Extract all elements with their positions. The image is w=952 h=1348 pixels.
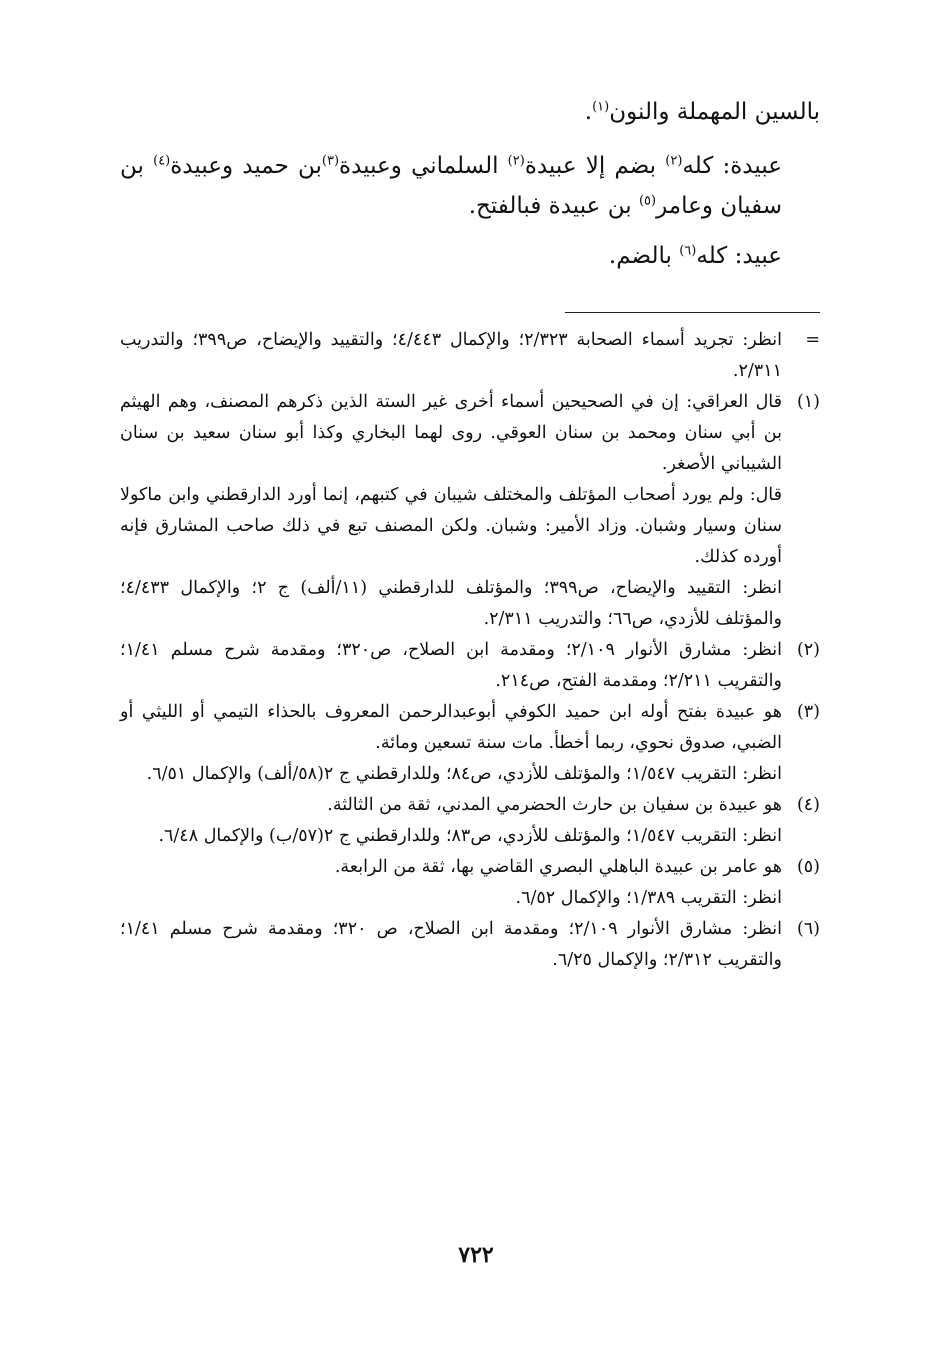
footnote-body [120,697,782,790]
footnote-ref-6[interactable]: (٦) [679,243,697,259]
footnote-body [120,852,782,914]
footnote-number: (٤) [796,795,820,815]
main-text-run: بضم إلا عبيدة [524,153,666,179]
main-text-run: عبيد: كله [696,243,782,269]
footnote-body [120,790,782,852]
page-content [120,92,820,976]
main-text-run: السلماني وعبيدة [339,153,508,179]
main-paragraph-1 [120,92,820,132]
footnote-body [120,325,782,387]
main-text-run: بالسين المهملة والنون [609,99,820,125]
footnote-body [120,914,782,976]
main-paragraph-3 [120,236,820,276]
footnote-paragraph: انظر: التقريب ١/٥٤٧؛ والمؤتلف للأزدي، ص٨٤؛ وللدارقطني ج ٢(٥٨/ألف) والإكمال ٦/٥١. [146,764,782,784]
main-text-run: بن حميد وعبيدة [170,153,322,179]
footnote-paragraph: قال العراقي: إن في الصحيحين أسماء أخرى غير الستة الذين ذكرهم المصنف، وهم الهيثم بن أبي سنان ومحمد بن سنان العوقي. روى لهما البخاري وكذا أبو سنان سعيد بن سنان الشيباني الأصغر. [120,392,782,474]
footnote-item [120,914,820,976]
footnote-paragraph: قال: ولم يورد أصحاب المؤتلف والمختلف شيبان في كتبهم، إنما أورد الدارقطني وابن ماكولا سنان وسيار وشبان. وزاد الأمير: وشبان. ولكن المصنف تبع في ذلك صاحب المشارق فإنه أورده كذلك. [120,485,782,567]
page-number: ٧٢٢ [458,1242,494,1268]
main-text-run: بن عبيدة فبالفتح. [468,193,639,219]
footnote-paragraph: انظر: التقريب ١/٥٤٧؛ والمؤتلف للأزدي، ص٨٣؛ وللدارقطني ج ٢(٥٧/ب) والإكمال ٦/٤٨. [158,826,782,846]
main-text-run: عبيدة: كله [682,153,782,179]
footnote-item [120,697,820,790]
footnotes [120,325,820,976]
footnote-item [120,635,820,697]
footnote-paragraph: انظر: مشارق الأنوار ٢/١٠٩؛ ومقدمة ابن الصلاح، ص٣٢٠؛ ومقدمة شرح مسلم ١/٤١؛ والتقريب ٢/٢١١؛ ومقدمة الفتح، ص٢١٤. [120,640,782,691]
main-text-run: بالضم. [608,243,680,269]
footnote-number: = [805,330,820,350]
footnote-item [120,790,820,852]
footnote-ref-5[interactable]: (٥) [638,193,657,209]
footnote-ref-1[interactable]: (١) [592,99,610,115]
footnote-paragraph: انظر: التقييد والإيضاح، ص٣٩٩؛ والمؤتلف للدارقطني (١١/ألف) ج ٢؛ والإكمال ٤/٤٣٣؛ والمؤتلف للأزدي، ص٦٦؛ والتدريب ٢/٣١١. [120,578,782,629]
footnote-paragraph: انظر: مشارق الأنوار ٢/١٠٩؛ ومقدمة ابن الصلاح، ص ٣٢٠؛ ومقدمة شرح مسلم ١/٤١؛ والتقريب ٢/٣١٢؛ والإكمال ٦/٢٥. [120,919,782,970]
footnote-paragraph: هو عامر بن عبيدة الباهلي البصري القاضي بها، ثقة من الرابعة. [334,857,782,877]
footnote-number: (٦) [796,919,820,939]
footnote-number: (٥) [796,857,820,877]
footnote-body [120,635,782,697]
main-text-run: بن سفيان وعامر [120,153,782,219]
main-paragraph-2 [120,146,820,226]
footnote-ref-3[interactable]: (٣) [321,153,340,169]
footnote-item [120,325,820,387]
footnote-item [120,852,820,914]
footnote-paragraph: هو عبيدة بن سفيان بن حارث الحضرمي المدني، ثقة من الثالثة. [327,795,782,815]
footnote-ref-4[interactable]: (٤) [153,153,171,169]
footnote-number: (١) [796,392,820,412]
main-text [120,92,820,276]
footnote-ref-2[interactable]: (٢) [665,153,683,169]
footnote-number: (٣) [796,702,820,722]
footnote-paragraph: انظر: تجريد أسماء الصحابة ٢/٣٢٣؛ والإكمال ٤/٤٤٣؛ والتقييد والإيضاح، ص٣٩٩؛ والتدريب ٢/٣١١. [120,330,782,381]
footnote-number: (٢) [796,640,820,660]
footnote-ref-2b[interactable]: (٢) [507,153,525,169]
footnote-separator [565,312,820,313]
footnote-paragraph: انظر: التقريب ١/٣٨٩؛ والإكمال ٦/٥٢. [515,888,782,908]
footnote-paragraph: هو عبيدة بفتح أوله ابن حميد الكوفي أبوعبدالرحمن المعروف بالحذاء التيمي أو الليثي أو الضبي، صدوق نحوي، ربما أخطأ. مات سنة تسعين ومائة. [120,702,782,753]
footnote-body [120,387,782,635]
main-text-run: . [584,99,593,125]
footnote-item [120,387,820,635]
